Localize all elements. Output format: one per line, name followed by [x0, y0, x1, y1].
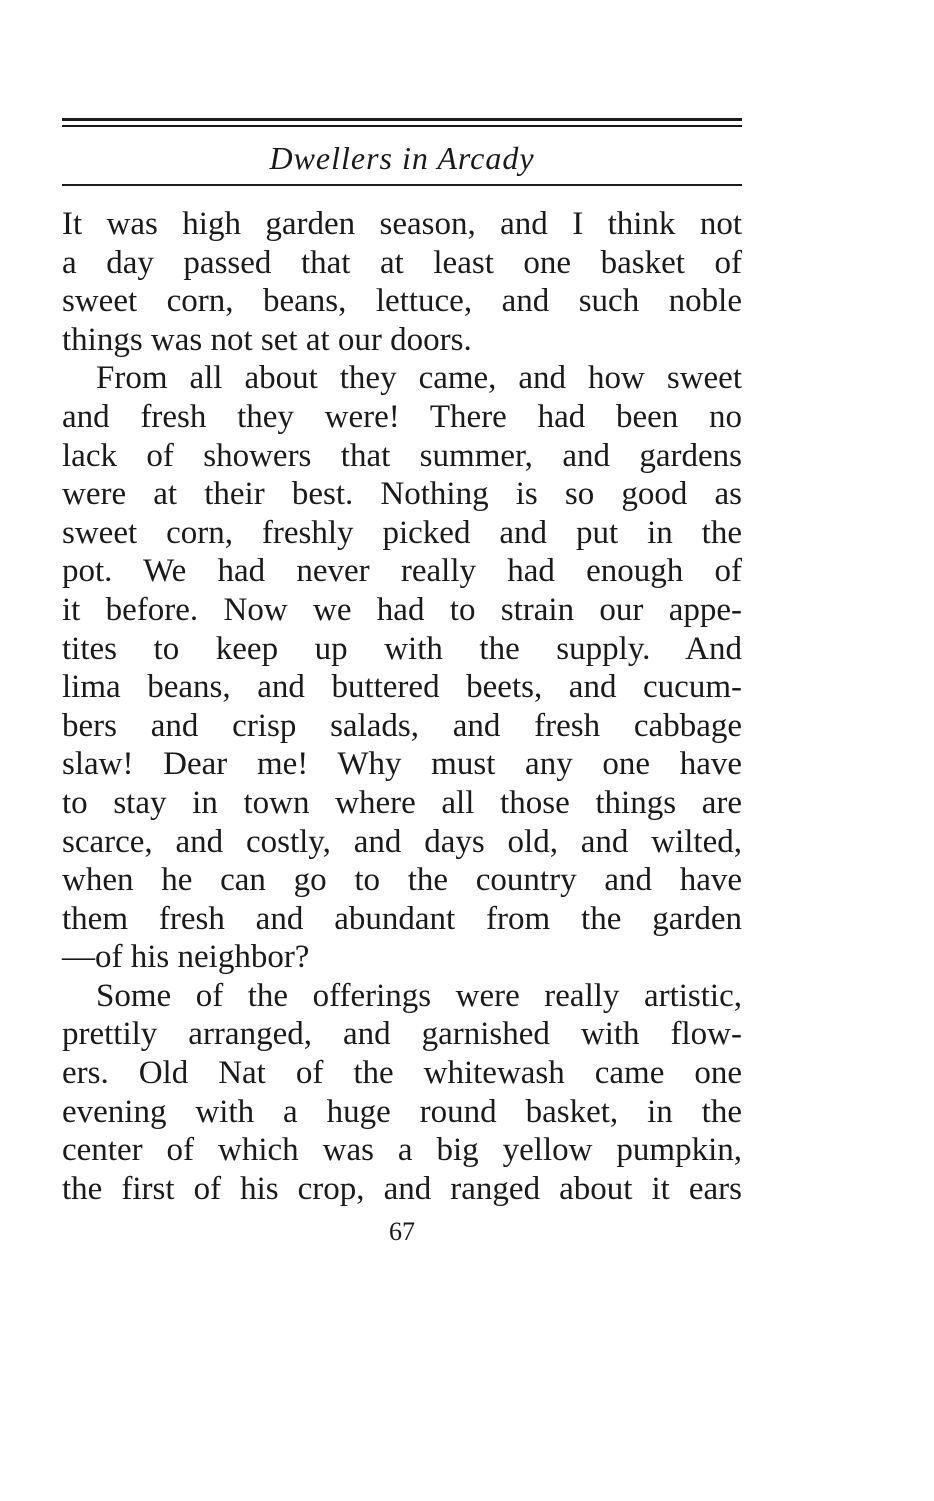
text-line: Some of the offerings were really artistic, [96, 977, 742, 1014]
text-line: pot. We had never really had enough of [62, 553, 742, 590]
text-line: lack of showers that summer, and gardens [62, 437, 742, 474]
text-line: sweet corn, freshly picked and put in the [62, 514, 742, 551]
text-line: it before. Now we had to strain our appe- [62, 591, 742, 628]
text-line: scarce, and costly, and days old, and wilted, [62, 823, 742, 860]
text-line: evening with a huge round basket, in the [62, 1093, 742, 1130]
body-text [62, 205, 742, 1208]
header-rule-thick [62, 118, 742, 121]
text-line: —of his neighbor? [62, 939, 310, 976]
header-rule-bottom [62, 184, 742, 186]
text-line: were at their best. Nothing is so good as [62, 476, 742, 513]
text-line: things was not set at our doors. [62, 321, 472, 358]
text-line: From all about they came, and how sweet [96, 360, 742, 397]
paragraph-2 [62, 359, 742, 977]
text-line: It was high garden season, and I think not [62, 206, 742, 242]
text-line: and fresh they were! There had been no [62, 398, 742, 435]
text-line: them fresh and abundant from the garden [62, 900, 742, 937]
header-rule-thin [62, 125, 742, 127]
paragraph-1 [62, 205, 742, 359]
text-line: to stay in town where all those things are [62, 784, 742, 821]
text-line: slaw! Dear me! Why must any one have [62, 746, 742, 783]
text-line: center of which was a big yellow pumpkin, [62, 1132, 742, 1169]
text-line: prettily arranged, and garnished with flow- [62, 1016, 742, 1053]
text-line: when he can go to the country and have [62, 862, 742, 899]
page-number: 67 [389, 1217, 415, 1246]
text-line: ers. Old Nat of the whitewash came one [62, 1055, 742, 1092]
text-line: sweet corn, beans, lettuce, and such noble [62, 283, 742, 320]
text-line: bers and crisp salads, and fresh cabbage [62, 707, 742, 744]
text-line: lima beans, and buttered beets, and cucum- [62, 669, 742, 706]
paragraph-3 [62, 977, 742, 1209]
text-line: tites to keep up with the supply. And [62, 630, 742, 667]
text-line: the first of his crop, and ranged about it ears [62, 1170, 742, 1207]
running-head: Dwellers in Arcady [269, 140, 535, 176]
text-line: a day passed that at least one basket of [62, 244, 742, 281]
